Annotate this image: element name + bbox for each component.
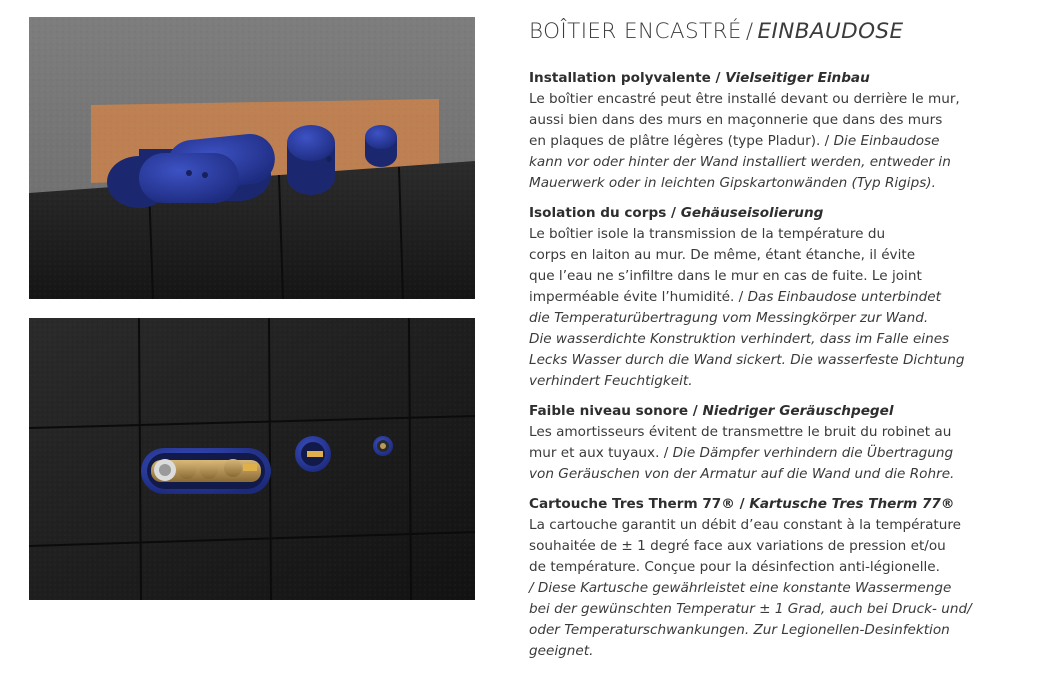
medium-round-box-installed [295,436,331,472]
body-line: geeignet. [529,643,594,659]
heading-de: Gehäuseisolierung [680,205,824,221]
body-line-fr: en plaques de plâtre légères (type Pladur). / [529,133,834,149]
section-heading [529,401,1044,422]
body-line: oder Temperaturschwankungen. Zur Legionellen-Desinfektion [529,622,950,638]
title-fr: BOÎTIER ENCASTRÉ [529,19,742,44]
heading-de: Niedriger Geräuschpegel [702,403,894,419]
body-line: kann vor oder hinter der Wand installiert werden, entweder in [529,154,951,170]
section-body [529,224,1044,392]
body-line: Die wasserdichte Konstruktion verhindert, dass im Falle eines [529,331,950,347]
heading-fr: Cartouche Tres Therm 77® [529,496,735,512]
heading-de: Vielseitiger Einbau [725,70,870,86]
body-line [529,131,1044,152]
body-line: La cartouche garantit un débit d’eau constant à la température [529,517,962,533]
body-line: Le boîtier isole la transmission de la température du [529,226,886,242]
body-line: corps en laiton au mur. De même, étant étanche, il évite [529,247,916,263]
body-line [529,287,1044,308]
small-round-box-installed [373,436,393,456]
body-line: de température. Conçue pour la désinfection anti-légionelle. [529,559,940,575]
body-line: souhaitée de ± 1 degré face aux variations de pression et/ou [529,538,946,554]
body-line [529,443,1044,464]
product-photo-installed [29,318,475,600]
title-separator: / [745,19,754,44]
section-body [529,89,1044,194]
section-cartridge [529,494,1044,662]
section-body [529,422,1044,485]
body-line: Le boîtier encastré peut être installé devant ou derrière le mur, [529,91,960,107]
body-line: die Temperaturübertragung vom Messingkörper zur Wand. [529,310,929,326]
body-line-de: Das Einbaudose unterbindet [747,289,941,305]
installed-box-illustration [29,318,475,600]
body-line: Les amortisseurs évitent de transmettre le bruit du robinet au [529,424,952,440]
body-line: Mauerwerk oder in leichten Gipskartonwänden (Typ Rigips). [529,175,936,191]
title-de: EINBAUDOSE [757,19,904,44]
body-line: Lecks Wasser durch die Wand sickert. Die wasserfeste Dichtung [529,352,965,368]
body-line: aussi bien dans des murs en maçonnerie que dans des murs [529,112,943,128]
embedded-box-illustration [29,17,475,299]
body-line: / Diese Kartusche gewährleistet eine konstante Wassermenge [529,580,952,596]
body-line: von Geräuschen von der Armatur auf die Wand und die Rohre. [529,466,955,482]
heading-fr: Isolation du corps [529,205,667,221]
section-sound [529,401,1044,485]
small-round-box [365,125,397,167]
body-line: bei der gewünschten Temperatur ± 1 Grad, auch bei Druck- und/ [529,601,972,617]
body-line: verhindert Feuchtigkeit. [529,373,693,389]
product-photo-empty-boxes [29,17,475,299]
body-line-de: Die Dämpfer verhindern die Übertragung [672,445,954,461]
section-installation [529,68,1044,194]
body-line-de: Die Einbaudose [833,133,940,149]
medium-round-box [287,125,335,195]
heading-separator: / [692,403,698,419]
section-isolation [529,203,1044,392]
heading-separator: / [671,205,676,221]
section-heading [529,68,1044,89]
heading-fr: Faible niveau sonore [529,403,689,419]
body-line-fr: imperméable évite l’humidité. / [529,289,748,305]
valve-box [141,448,271,494]
heading-fr: Installation polyvalente [529,70,711,86]
heading-de: Kartusche Tres Therm 77® [749,496,955,512]
heading-separator: / [715,70,721,86]
body-line: que l’eau ne s’infiltre dans le mur en cas de fuite. Le joint [529,268,922,284]
section-heading [529,203,1044,224]
section-body [529,515,1044,662]
body-line-fr: mur et aux tuyaux. / [529,445,673,461]
section-heading [529,494,1044,515]
text-column [529,18,1044,671]
page-title [529,18,1044,46]
heading-separator: / [739,496,745,512]
